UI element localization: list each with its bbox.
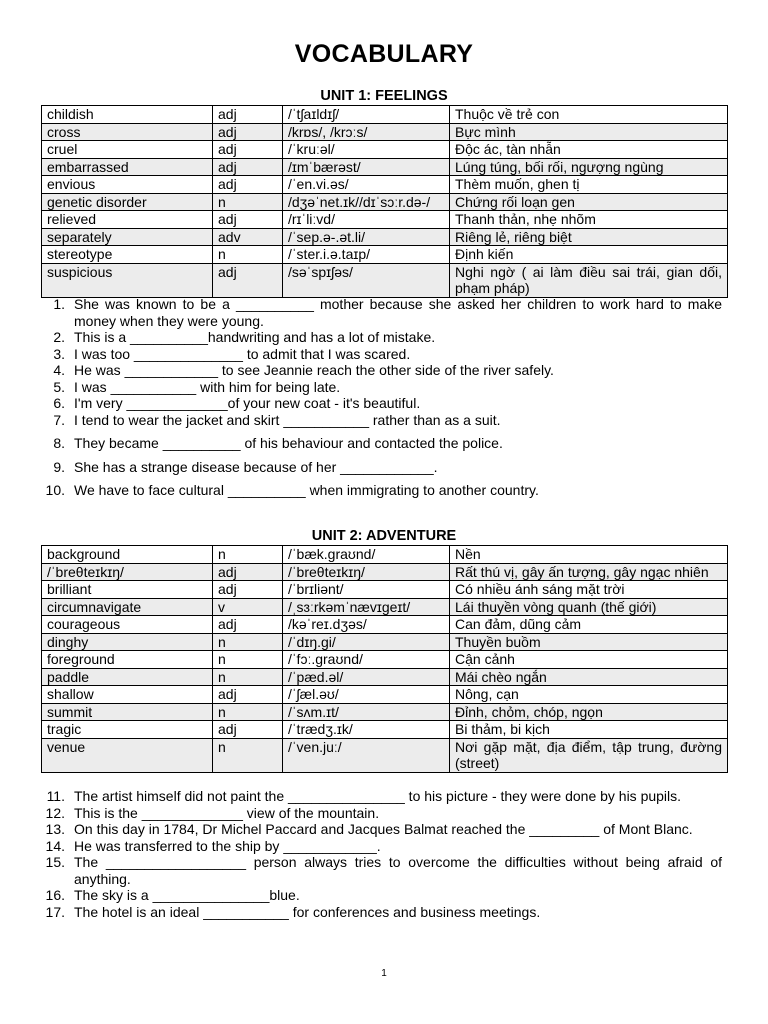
pronunciation-cell: /kəˈreɪ.dʒəs/ (283, 616, 450, 634)
exercise-number: 7. (53, 411, 65, 428)
vocabulary-row (42, 668, 728, 686)
exercise-number: 10. (45, 482, 65, 498)
unit-2-heading: UNIT 2: ADVENTURE (311, 528, 457, 544)
part-of-speech-cell: n (213, 668, 283, 686)
exercise-text: She has a strange disease because of her ____________. (74, 458, 438, 475)
exercise-text: The __________________ person always tries to overcome the difficulties without being afraid of anything. (74, 854, 722, 887)
meaning-cell: Nghi ngờ ( ai làm điều sai trái, gian dối, phạm pháp) (450, 263, 728, 297)
exercise-text: The artist himself did not paint the _______________ to his picture - they were done by his pupils. (74, 788, 682, 804)
vocabulary-row (42, 616, 728, 634)
meaning-cell: Độc ác, tàn nhẫn (450, 141, 728, 159)
exercise-item (41, 435, 722, 452)
pronunciation-cell: /ɪmˈbærəst/ (283, 158, 450, 176)
exercise-text: The hotel is an ideal ___________ for conferences and business meetings. (74, 903, 541, 920)
word-cell: venue (42, 738, 213, 772)
meaning-cell: Chứng rối loạn gen (450, 193, 728, 211)
exercise-text: He was transferred to the ship by ____________. (74, 837, 381, 854)
part-of-speech-cell: n (213, 703, 283, 721)
word-cell: /ˈbreθteɪkɪŋ/ (42, 563, 213, 581)
exercise-item (41, 887, 722, 904)
part-of-speech-cell: adv (213, 228, 283, 246)
pronunciation-cell: /rɪˈliːvd/ (283, 211, 450, 229)
unit-2-vocabulary-table (41, 545, 728, 773)
part-of-speech-cell: v (213, 598, 283, 616)
exercise-number: 3. (53, 345, 65, 362)
vocabulary-row (42, 211, 728, 229)
pronunciation-cell: /ˈfɔː.graʊnd/ (283, 651, 450, 669)
pronunciation-cell: /ˈdɪŋ.gi/ (283, 633, 450, 651)
exercise-number: 16. (45, 887, 65, 903)
part-of-speech-cell: adj (213, 211, 283, 229)
part-of-speech-cell: adj (213, 563, 283, 581)
part-of-speech-cell: adj (213, 686, 283, 704)
pronunciation-cell: /krɒs/, /krɔːs/ (283, 123, 450, 141)
vocabulary-row (42, 703, 728, 721)
page-title: VOCABULARY (294, 40, 474, 68)
pronunciation-cell: /ˈkruːəl/ (283, 141, 450, 159)
exercise-item (41, 805, 722, 822)
pronunciation-cell: /ˈven.juː/ (283, 738, 450, 772)
word-cell: courageous (42, 616, 213, 634)
part-of-speech-cell: adj (213, 721, 283, 739)
exercise-text: This is the _____________ view of the mountain. (74, 804, 380, 821)
word-cell: envious (42, 176, 213, 194)
exercise-text: She was known to be a __________ mother because she asked her children to work hard to make money when they were young. (74, 296, 722, 329)
part-of-speech-cell: n (213, 633, 283, 651)
part-of-speech-cell: n (213, 651, 283, 669)
exercise-number: 5. (53, 378, 65, 395)
exercise-number: 2. (53, 329, 65, 345)
meaning-cell: Thanh thản, nhẹ nhõm (450, 211, 728, 229)
pronunciation-cell: /ˈtrædʒ.ɪk/ (283, 721, 450, 739)
word-cell: stereotype (42, 246, 213, 264)
exercise-item (41, 362, 722, 379)
word-cell: childish (42, 106, 213, 124)
part-of-speech-cell: adj (213, 141, 283, 159)
meaning-cell: Nông, cạn (450, 686, 728, 704)
exercise-text: The sky is a _______________blue. (74, 887, 300, 903)
exercise-item (41, 395, 722, 412)
part-of-speech-cell: n (213, 738, 283, 772)
vocabulary-row (42, 141, 728, 159)
vocabulary-row (42, 123, 728, 141)
meaning-cell: Thuyền buồm (450, 633, 728, 651)
pronunciation-cell: /ˈʃæl.əʊ/ (283, 686, 450, 704)
part-of-speech-cell: adj (213, 616, 283, 634)
exercise-number: 12. (45, 804, 65, 821)
meaning-cell: Rất thú vị, gây ấn tượng, gây ngạc nhiên (450, 563, 728, 581)
meaning-cell: Lái thuyền vòng quanh (thế giới) (450, 598, 728, 616)
exercise-number: 14. (45, 837, 65, 854)
exercise-item (41, 838, 722, 855)
pronunciation-cell: /səˈspɪʃəs/ (283, 263, 450, 297)
meaning-cell: Nền (450, 546, 728, 564)
meaning-cell: Thèm muốn, ghen tị (450, 176, 728, 194)
vocabulary-row (42, 193, 728, 211)
pronunciation-cell: /ˈtʃaɪldɪʃ/ (283, 106, 450, 124)
word-cell: genetic disorder (42, 193, 213, 211)
page-number: 1 (381, 968, 387, 979)
exercise-number: 4. (53, 362, 65, 378)
word-cell: relieved (42, 211, 213, 229)
word-cell: tragic (42, 721, 213, 739)
part-of-speech-cell: adj (213, 123, 283, 141)
vocabulary-row (42, 581, 728, 599)
meaning-cell: Can đảm, dũng cảm (450, 616, 728, 634)
part-of-speech-cell: adj (213, 158, 283, 176)
part-of-speech-cell: adj (213, 263, 283, 297)
vocabulary-row (42, 738, 728, 772)
pronunciation-cell: /ˈpæd.əl/ (283, 668, 450, 686)
exercise-number: 1. (53, 296, 65, 312)
exercise-text: This is a __________handwriting and has a lot of mistake. (74, 329, 436, 345)
exercise-item (41, 482, 722, 499)
exercise-item (41, 412, 722, 429)
unit-1-heading: UNIT 1: FEELINGS (320, 88, 448, 104)
vocabulary-row (42, 546, 728, 564)
word-cell: summit (42, 703, 213, 721)
exercise-item (41, 904, 722, 921)
word-cell: cruel (42, 141, 213, 159)
vocabulary-row (42, 721, 728, 739)
exercise-text: I'm very _____________of your new coat - it's beautiful. (74, 395, 421, 411)
word-cell: dinghy (42, 633, 213, 651)
vocabulary-row (42, 633, 728, 651)
word-cell: background (42, 546, 213, 564)
meaning-cell: Nơi gặp mặt, địa điểm, tập trung, đường (street) (450, 738, 728, 772)
pronunciation-cell: /dʒəˈnet.ɪk//dɪˈsɔːr.də-/ (283, 193, 450, 211)
pronunciation-cell: /ˈbæk.graʊnd/ (283, 546, 450, 564)
meaning-cell: Đỉnh, chỏm, chóp, ngọn (450, 703, 728, 721)
exercise-text: We have to face cultural __________ when immigrating to another country. (74, 482, 539, 498)
pronunciation-cell: /ˈbrɪliənt/ (283, 581, 450, 599)
word-cell: separately (42, 228, 213, 246)
exercise-number: 13. (45, 821, 65, 837)
word-cell: cross (42, 123, 213, 141)
vocabulary-row (42, 598, 728, 616)
pronunciation-cell: /ˈen.vi.əs/ (283, 176, 450, 194)
exercise-item (41, 346, 722, 363)
word-cell: foreground (42, 651, 213, 669)
vocabulary-row (42, 106, 728, 124)
meaning-cell: Lúng túng, bối rối, ngượng ngùng (450, 158, 728, 176)
meaning-cell: Định kiến (450, 246, 728, 264)
exercise-number: 15. (45, 854, 65, 870)
meaning-cell: Riêng lẻ, riêng biệt (450, 228, 728, 246)
part-of-speech-cell: adj (213, 176, 283, 194)
part-of-speech-cell: adj (213, 106, 283, 124)
exercise-number: 9. (53, 458, 65, 475)
word-cell: suspicious (42, 263, 213, 297)
exercise-item (41, 379, 722, 396)
meaning-cell: Bi thảm, bi kịch (450, 721, 728, 739)
exercise-number: 6. (53, 395, 65, 411)
exercise-text: I was ___________ with him for being late. (74, 378, 341, 395)
part-of-speech-cell: n (213, 546, 283, 564)
exercise-item (41, 821, 722, 838)
exercise-text: I was too ______________ to admit that I was scared. (74, 345, 411, 362)
word-cell: embarrassed (42, 158, 213, 176)
vocabulary-row (42, 563, 728, 581)
exercise-text: He was ____________ to see Jeannie reach the other side of the river safely. (74, 362, 554, 378)
pronunciation-cell: /ˈsʌm.ɪt/ (283, 703, 450, 721)
unit-1-exercise-list (41, 296, 722, 499)
unit-2-exercise-list (41, 788, 722, 920)
exercise-item (41, 459, 722, 476)
exercise-item (41, 329, 722, 346)
exercise-number: 11. (46, 788, 65, 804)
exercise-number: 17. (45, 903, 65, 920)
exercise-text: They became __________ of his behaviour and contacted the police. (74, 435, 503, 451)
vocabulary-row (42, 176, 728, 194)
vocabulary-row (42, 158, 728, 176)
exercise-item (41, 788, 722, 805)
meaning-cell: Có nhiều ánh sáng mặt trời (450, 581, 728, 599)
part-of-speech-cell: adj (213, 581, 283, 599)
vocabulary-row (42, 686, 728, 704)
meaning-cell: Thuộc về trẻ con (450, 106, 728, 124)
pronunciation-cell: /ˈster.i.ə.taɪp/ (283, 246, 450, 264)
meaning-cell: Cận cảnh (450, 651, 728, 669)
part-of-speech-cell: n (213, 246, 283, 264)
unit-1-vocabulary-table (41, 105, 728, 298)
meaning-cell: Mái chèo ngắn (450, 668, 728, 686)
word-cell: brilliant (42, 581, 213, 599)
word-cell: circumnavigate (42, 598, 213, 616)
exercise-item (41, 296, 722, 329)
pronunciation-cell: /ˌsɜːrkəmˈnævɪgeɪt/ (283, 598, 450, 616)
word-cell: shallow (42, 686, 213, 704)
exercise-text: On this day in 1784, Dr Michel Paccard and Jacques Balmat reached the _________ of Mont Blanc. (74, 821, 693, 837)
pronunciation-cell: /ˈbreθteɪkɪŋ/ (283, 563, 450, 581)
word-cell: paddle (42, 668, 213, 686)
part-of-speech-cell: n (213, 193, 283, 211)
vocabulary-row (42, 263, 728, 297)
pronunciation-cell: /ˈsep.ə-.ət.li/ (283, 228, 450, 246)
meaning-cell: Bực mình (450, 123, 728, 141)
vocabulary-row (42, 651, 728, 669)
exercise-number: 8. (53, 435, 65, 451)
exercise-item (41, 854, 722, 887)
exercise-text: I tend to wear the jacket and skirt ___________ rather than as a suit. (74, 411, 501, 428)
vocabulary-row (42, 228, 728, 246)
vocabulary-row (42, 246, 728, 264)
